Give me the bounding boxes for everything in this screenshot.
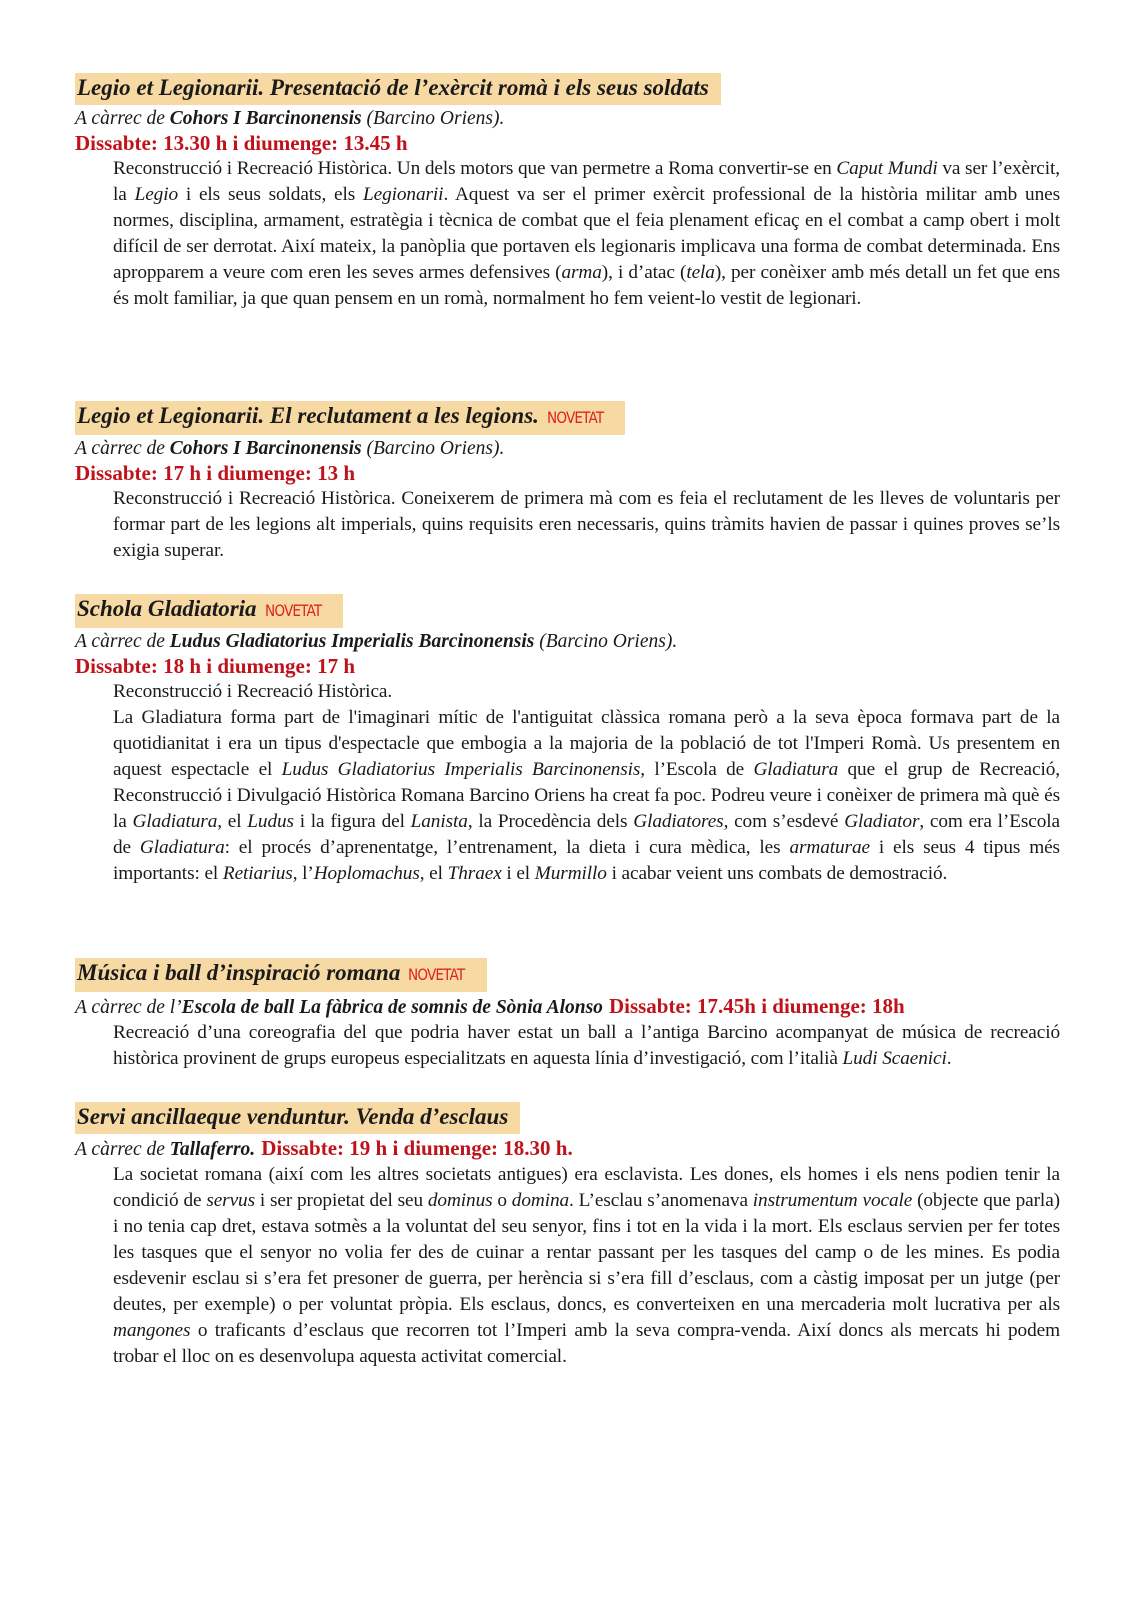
section-musica-ball	[75, 958, 1060, 1072]
section-description: Reconstrucció i Recreació Històrica. Coneixerem de primera mà com es feia el reclutament de les lleves de voluntaris per formar part de les legions alt imperials, quins requisits eren necessaris, quins tràmits havien de passar i quines proves se’ls exigia superar.	[113, 488, 1060, 561]
section-title: Servi ancillaeque venduntur. Venda d’esclaus	[75, 1102, 520, 1134]
novetat-badge: NOVETAT	[264, 601, 321, 620]
section-description: Reconstrucció i Recreació Històrica. Un dels motors que van permetre a Roma convertir-se en Caput Mundi va ser l’exèrcit, la Legio i els seus soldats, els Legionarii. Aquest va ser el primer exèrcit professional de la història militar amb unes normes, disciplina, armament, estratègia i tècnica de combat que el feia plenament eficaç en el combat a camp obert i molt difícil de ser derrotat. Així mateix, la panòplia que portaven els legionaris implicava una forma de combat determinada. Ens apropparem a veure com eren les seves armes defensives (arma), i d’atac (tela), per conèixer amb més detall un fet que ens és molt familiar, ja que quan pensem en un romà, normalment ho fem veient-lo vestit de legionari.	[113, 158, 1061, 309]
section-title: Legio et Legionarii. El reclutament a les legions. NOVETAT	[75, 401, 625, 435]
section-description: La societat romana (així com les altres societats antigues) era esclavista. Les dones, els homes i els nens podien tenir la condició de servus i ser propietat del seu dominus o domina. L’esclau s’anomenava instrumentum vocale (objecte que parla) i no tenia cap dret, estava sotmès a la voluntat del seu senyor, fins i tot en la vida i la mort. Els esclaus servien per fer totes les tasques que el senyor no volia fer des de cuinar a rentar passant per les tasques del camp o de les mines. Es podia esdevenir esclau si s’era fet presoner de guerra, per herència si s’era fill d’esclaus, com a càstig imposat per un jutge (per deutes, per exemple) o per voluntat pròpia. Els esclaus, doncs, es converteixen en una mercaderia molt lucrativa per als mangones o traficants d’esclaus que recorren tot l’Imperi amb la seva compra-venda. Així doncs als mercats hi podem trobar el lloc on es desenvolupa aquesta activitat comercial.	[113, 1164, 1060, 1367]
section-legio-presentacio	[75, 73, 1060, 312]
section-description: Recreació d’una coreografia del que podria haver estat un ball a l’antiga Barcino acompanyat de música de recreació històrica provinent de grups europeus especialitzats en aquesta línia d’investigació, com l’italià Ludi Scaenici.	[113, 1022, 1060, 1069]
section-byline: A càrrec de Cohors I Barcinonensis (Barcino Oriens).	[75, 438, 505, 459]
section-schedule: Dissabte: 17 h i diumenge: 13 h	[75, 461, 356, 485]
section-schedule: Dissabte: 19 h i diumenge: 18.30 h.	[261, 1136, 573, 1160]
section-servi-ancillaeque	[75, 1102, 1060, 1370]
section-byline: A càrrec de Ludus Gladiatorius Imperialis Barcinonensis (Barcino Oriens).	[75, 631, 678, 652]
novetat-badge: NOVETAT	[408, 965, 465, 984]
section-schedule: Dissabte: 18 h i diumenge: 17 h	[75, 654, 356, 678]
section-schola-gladiatoria	[75, 594, 1060, 887]
novetat-badge: NOVETAT	[546, 408, 604, 427]
section-byline: A càrrec de Tallaferro. Dissabte: 19 h i diumenge: 18.30 h.	[75, 1136, 573, 1160]
section-legio-reclutament	[75, 401, 1060, 564]
section-byline: A càrrec de Cohors I Barcinonensis (Barcino Oriens).	[75, 108, 505, 129]
section-title: Música i ball d’inspiració romana NOVETAT	[75, 958, 487, 992]
section-title: Legio et Legionarii. Presentació de l’exèrcit romà i els seus soldats	[75, 73, 721, 105]
section-schedule: Dissabte: 17.45h i diumenge: 18h	[608, 994, 905, 1018]
section-schedule: Dissabte: 13.30 h i diumenge: 13.45 h	[75, 131, 408, 155]
section-description: Reconstrucció i Recreació Històrica. La Gladiatura forma part de l'imaginari mític de l'antiguitat clàssica romana però a la seva època formava part de la quotidianitat i era un tipus d'espectacle que embogia a la majoria de la població de tot l'Imperi Romà. Us presentem en aquest espectacle el Ludus Gladiatorius Imperialis Barcinonensis, l’Escola de Gladiatura que el grup de Recreació, Reconstrucció i Divulgació Històrica Romana Barcino Oriens ha creat fa poc. Podreu veure i conèixer de primera mà què és la Gladiatura, el Ludus i la figura del Lanista, la Procedència dels Gladiatores, com s’esdevé Gladiator, com era l’Escola de Gladiatura: el procés d’aprenentatge, l’entrenament, la dieta i cura mèdica, les armaturae i els seus 4 tipus més importants: el Retiarius, l’Hoplomachus, el Thraex i el Murmillo i acabar veient uns combats de demostració.	[113, 681, 1060, 884]
section-title: Schola Gladiatoria NOVETAT	[75, 594, 343, 628]
section-byline: A càrrec de l’Escola de ball La fàbrica de somnis de Sònia Alonso Dissabte: 17.45h i diumenge: 18h	[75, 994, 905, 1018]
